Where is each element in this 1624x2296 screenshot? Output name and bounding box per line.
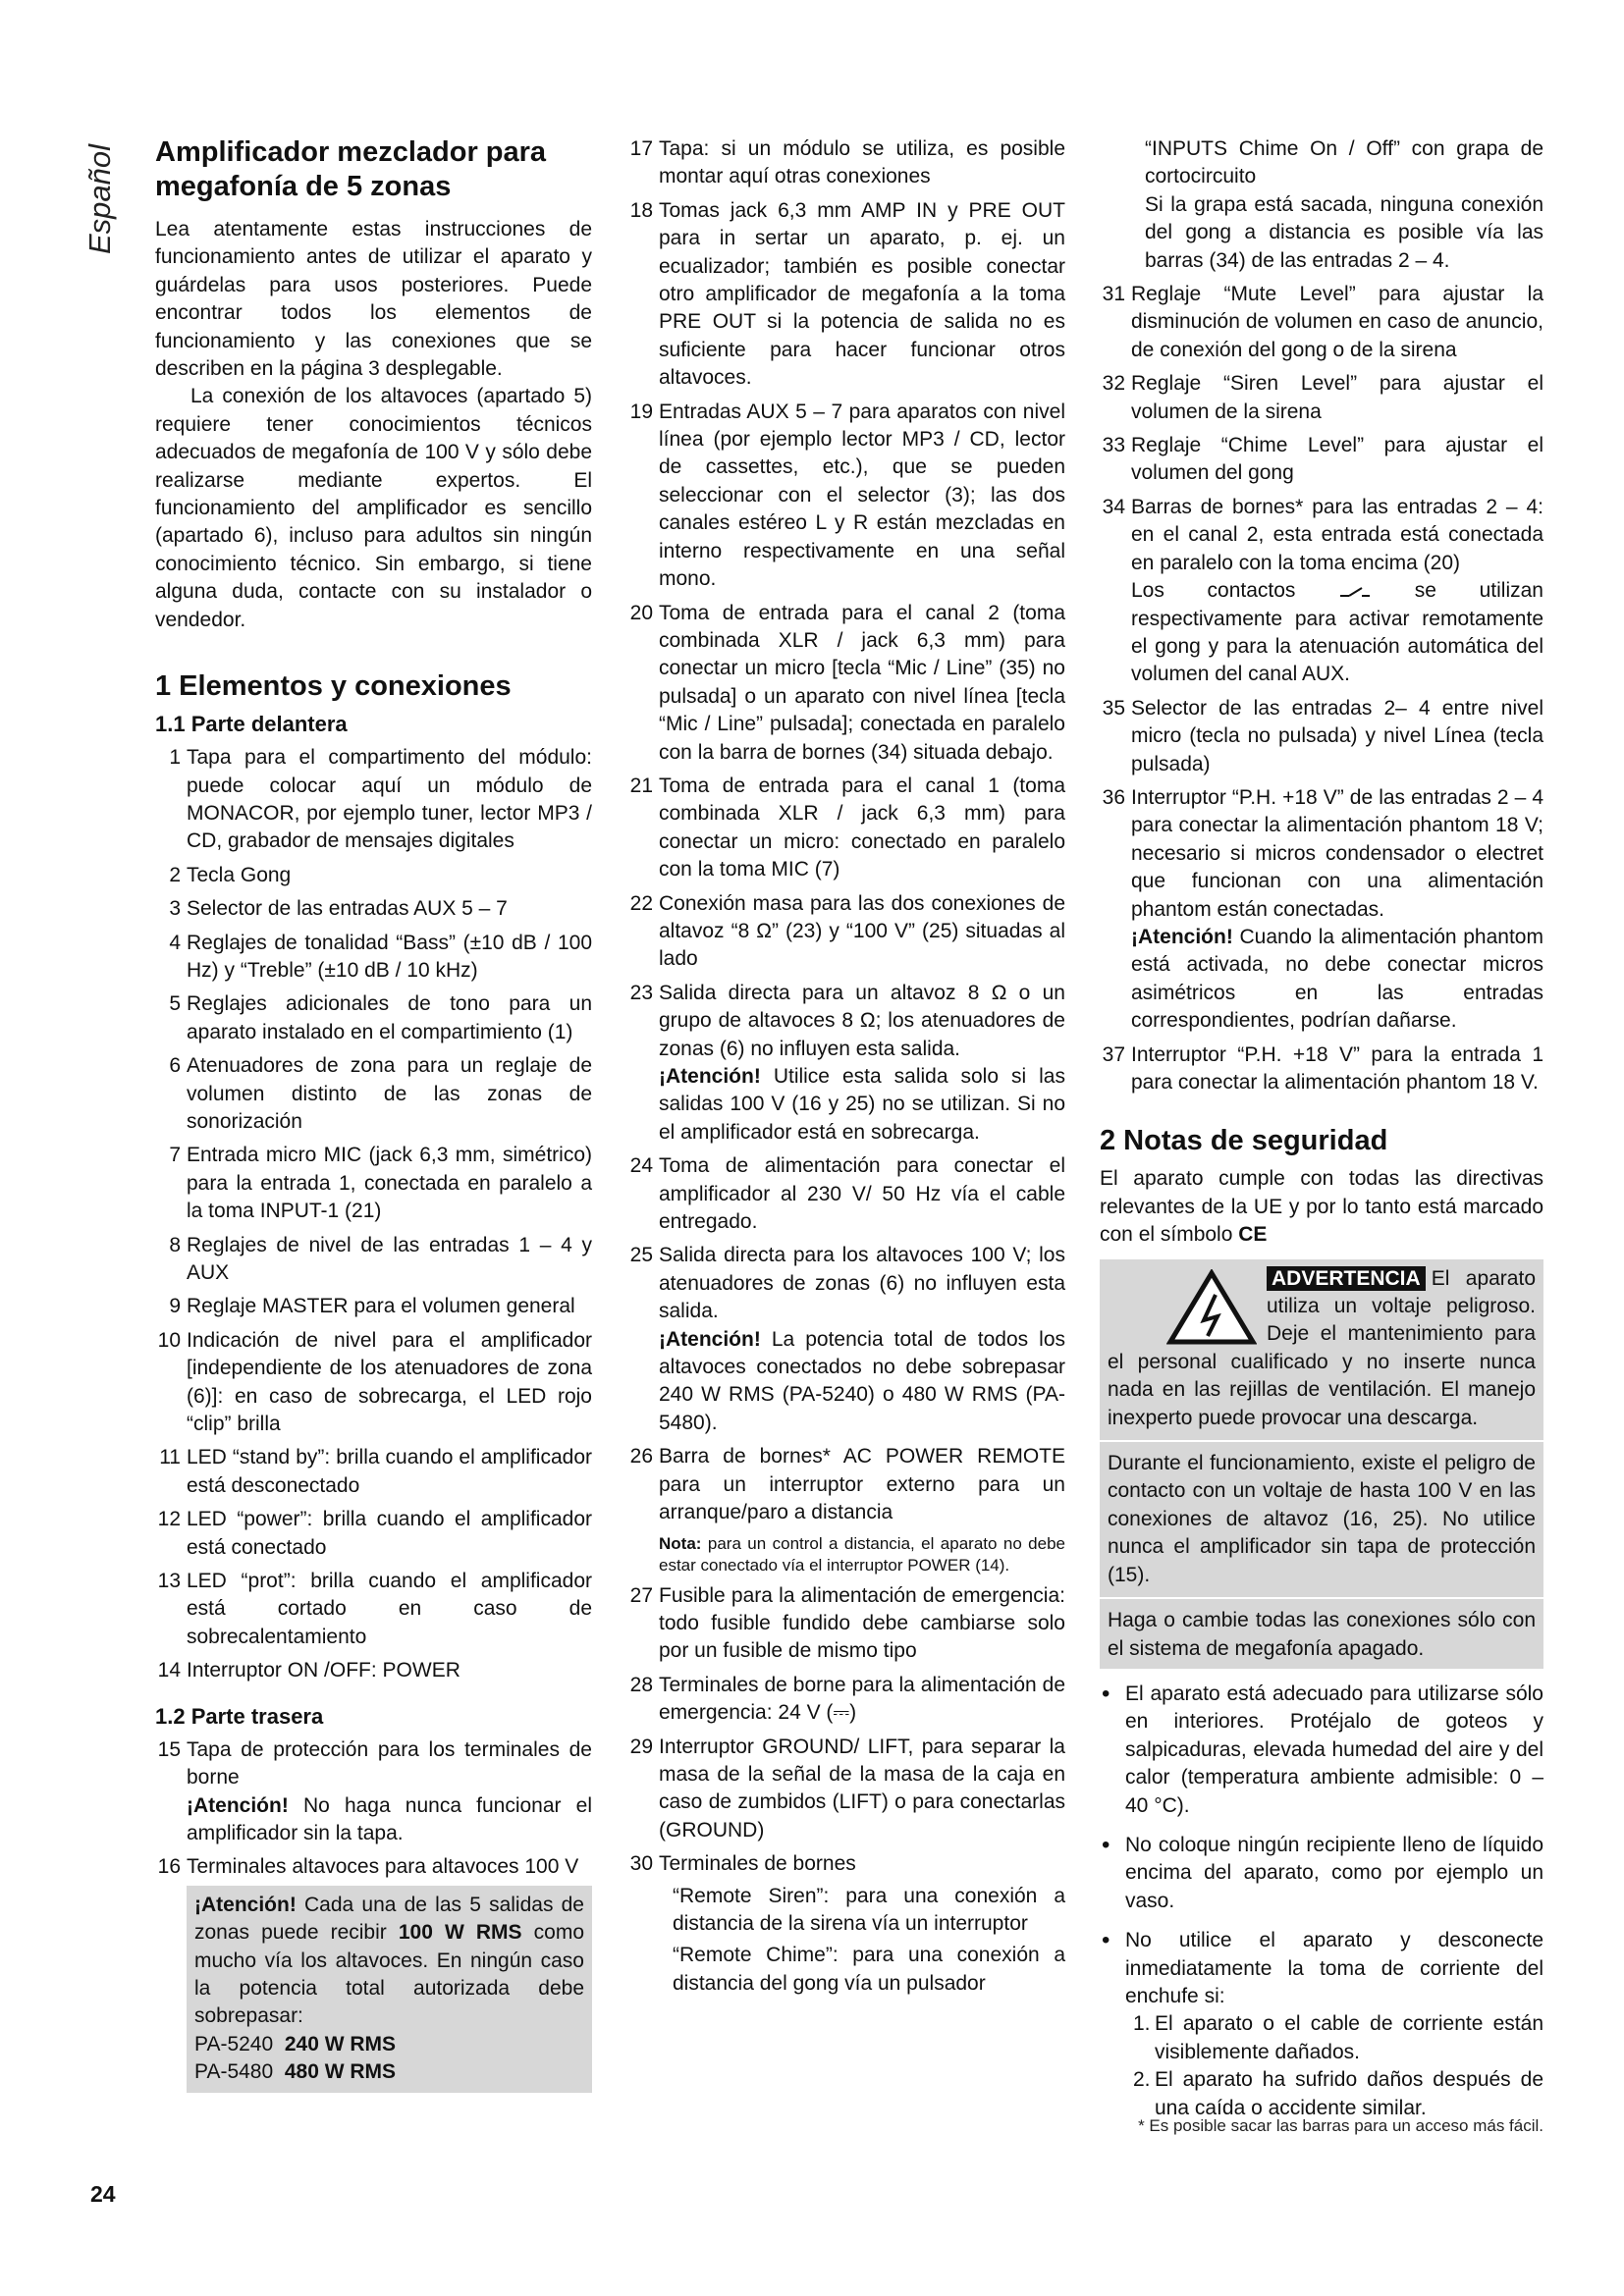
section-2-heading: 2 Notas de seguridad xyxy=(1100,1125,1388,1157)
contact-switch-icon xyxy=(1338,584,1372,600)
front-panel-heading: 1.1 Parte delantera xyxy=(155,712,348,737)
intro-paragraph-2: La conexión de los altavoces (apartado 5) requiere tener conocimientos técnicos adecuados de megafonía de 100 V y sólo debe realizarse mediante expertos. El funcionamiento del amplificador es sencillo (apartado 6), incluso para adultos sin ningún conocimiento técnico. Sin embargo, si tiene alguna duda, contacte con su instalador o vendedor. xyxy=(155,385,592,631)
list-item: 21 Toma de entrada para el canal 1 (toma combinada XLR / jack 6,3 mm) para conectar un micro: conectado en paralelo con la toma MIC (7) xyxy=(629,774,1065,881)
warning-label: ADVERTENCIA xyxy=(1267,1266,1426,1291)
list-item: 34 Barras de bornes* para las entradas 2 – 4: en el canal 2, esta entrada está conectada en paralelo con la toma encima (20) Los contactos se utilizan respectivamente para activar remotamente el gong y para la atenuación automática del volumen del canal AUX. xyxy=(1102,495,1543,686)
warning-box: ADVERTENCIA El aparato utiliza un voltaje peligroso. Deje el mantenimiento para el personal cualificado y no inserte nunca nada en las rejillas de ventilación. El manejo inexperto puede provocar una descarga. Durante el funcionamiento, existe el peligro de contacto con un voltaje de hasta 100 V en las conexiones de altavoz (16, 25). No utilice nunca el amplificador sin tapa de protección (15). Haga o cambie todas las conexiones sólo con el sistema de megafonía apagado. xyxy=(1100,1259,1543,1669)
list-item: 14 Interruptor ON /OFF: POWER xyxy=(157,1659,460,1682)
attention-label: ¡Atención! xyxy=(1131,925,1233,948)
language-tab: Español xyxy=(82,143,117,255)
list-item: 1 Tapa para el compartimento del módulo: puede colocar aquí un módulo de MONACOR, por ejemplo tuner, lector MP3 / CD, grabador de mensajes digitales xyxy=(169,746,592,853)
column-1 xyxy=(155,135,592,2099)
list-item: 3 Selector de las entradas AUX 5 – 7 xyxy=(169,897,508,921)
list-item: 33 Reglaje “Chime Level” para ajustar el volumen del gong xyxy=(1102,434,1543,485)
attention-label: ¡Atención! xyxy=(659,1065,761,1088)
attention-box: ¡Atención! Cada una de las 5 salidas de zonas puede recibir 100 W RMS como mucho vía los altavoces. En ningún caso la potencia total autorizada debe sobrepasar: PA-5240 240 W RMS PA-5480 480 W RMS xyxy=(187,1886,592,2093)
list-item: 12 LED “power”: brilla cuando el amplificador está conectado xyxy=(157,1508,592,1559)
list-item: 19 Entradas AUX 5 – 7 para aparatos con nivel línea (por ejemplo lector MP3 / CD, lector de cassettes, etc.), que se pueden seleccionar con el selector (3); las dos canales estéreo L y R están mezcladas en interno respectivamente en una señal mono. xyxy=(629,400,1065,591)
page-number: 24 xyxy=(90,2181,116,2207)
condition-item: 1. El aparato o el cable de corriente están visiblemente dañados. xyxy=(1133,2012,1543,2063)
list-item: 28 Terminales de borne para la alimentación de emergencia: 24 V (⎓) xyxy=(629,1673,1065,1725)
column-2 xyxy=(627,135,1065,2003)
list-item: 11 LED “stand by”: brilla cuando el amplificador está desconectado xyxy=(159,1446,592,1497)
list-item: 25 Salida directa para los altavoces 100 V; los atenuadores de zonas (6) no influyen esta salida. ¡Atención! La potencia total de todos los altavoces conectados no debe sobrepasar 240 W RMS (PA-5240) o 480 W RMS (PA-5480). xyxy=(629,1244,1065,1434)
list-item: 27 Fusible para la alimentación de emergencia: todo fusible fundido debe cambiarse solo por un fusible de mismo tipo xyxy=(629,1583,1065,1663)
condition-item: 2. El aparato ha sufrido daños después de una caída o accidente similar. xyxy=(1133,2068,1543,2119)
list-item: 9 Reglaje MASTER para el volumen general xyxy=(169,1295,575,1318)
safety-bullet: • No utilice el aparato y desconecte inmediatamente la toma de corriente del enchufe si: 1. El aparato o el cable de corriente están visiblemente dañados. 2. El aparato ha sufrido daños después de una caída o accidente similar. xyxy=(1100,1927,1543,2122)
list-item: 4 Reglajes de tonalidad “Bass” (±10 dB / 100 Hz) y “Treble” (±10 dB / 10 kHz) xyxy=(169,931,592,982)
list-item: 8 Reglajes de nivel de las entradas 1 – 4 y AUX xyxy=(169,1233,592,1284)
attention-label: ¡Atención! xyxy=(187,1793,289,1817)
list-item: 17 Tapa: si un módulo se utiliza, es posible montar aquí otras conexiones xyxy=(629,137,1065,188)
list-item: 5 Reglajes adicionales de tono para un aparato instalado en el compartimiento (1) xyxy=(169,992,592,1043)
footnote: * Es posible sacar las barras para un acceso más fácil. xyxy=(1138,2116,1543,2135)
list-item: 23 Salida directa para un altavoz 8 Ω o un grupo de altavoces 8 Ω; los atenuadores de zonas (6) no influyen esta salida. ¡Atención! Utilice esta salida solo si las salidas 100 V (16 y 25) no se utilizan. Si no el amplificador está en sobrecarga. xyxy=(629,981,1065,1144)
list-item: 37 Interruptor “P.H. +18 V” para la entrada 1 para conectar la alimentación phantom 18 V. xyxy=(1102,1042,1543,1094)
safety-intro: El aparato cumple con todas las directivas relevantes de la UE y por lo tanto está marcado con el símbolo CE xyxy=(1100,1167,1543,1247)
list-item: 26 Barra de bornes* AC POWER REMOTE para un interruptor externo para un arranque/paro a distancia Nota: para un control a distancia, el aparato no debe estar conectado vía el interruptor POWER (14). xyxy=(629,1445,1065,1575)
list-item: 24 Toma de alimentación para conectar el amplificador al 230 V/ 50 Hz vía el cable entregado. xyxy=(629,1154,1065,1234)
list-item: 29 Interruptor GROUND/ LIFT, para separar la masa de la señal de la masa de la caja en caso de zumbidos (LIFT) o para conectarlas (GROUND) xyxy=(629,1735,1065,1842)
safety-bullet: • No coloque ningún recipiente lleno de líquido encima del aparato, como por ejemplo un vaso. xyxy=(1102,1831,1543,1912)
warning-triangle-icon xyxy=(1166,1269,1257,1346)
remote-siren-desc: “Remote Siren”: para una conexión a distancia de la sirena vía un interruptor xyxy=(673,1884,1065,1935)
list-item: 16 Terminales altavoces para altavoces 100 V ¡Atención! Cada una de las 5 salidas de zonas puede recibir 100 W RMS como mucho vía los altavoces. En ningún caso la potencia total autorizada debe sobrepasar: PA-5240 240 W RMS PA-5480 480 W RMS xyxy=(155,1853,592,2092)
section-1-heading: 1 Elementos y conexiones xyxy=(155,670,512,703)
rear-panel-heading: 1.2 Parte trasera xyxy=(155,1703,324,1729)
attention-label: ¡Atención! xyxy=(659,1327,761,1351)
list-item: 31 Reglaje “Mute Level” para ajustar la disminución de volumen en caso de anuncio, de conexión del gong o de la sirena xyxy=(1102,283,1543,361)
list-item: 13 LED “prot”: brilla cuando el amplificador está cortado en caso de sobrecalentamiento xyxy=(157,1570,592,1648)
safety-bullet: • El aparato está adecuado para utilizarse sólo en interiores. Protéjalo de goteos y salpicaduras, elevada humedad del aire y del calor (temperatura ambiente admisible: 0 – 40 °C). xyxy=(1102,1680,1543,1817)
remote-chime-desc: “Remote Chime”: para una conexión a distancia del gong vía un pulsador xyxy=(673,1944,1065,1995)
list-item: 15 Tapa de protección para los terminales de borne ¡Atención! No haga nunca funcionar el amplificador sin la tapa. xyxy=(157,1737,592,1844)
item-30-continuation: “INPUTS Chime On / Off” con grapa de cortocircuito Si la grapa está sacada, ninguna conexión del gong a distancia es posible vía las barras (34) de las entradas 2 – 4. xyxy=(1145,137,1543,272)
list-item: 6 Atenuadores de zona para un reglaje de volumen distinto de las zonas de sonorización xyxy=(169,1054,592,1133)
list-item: 2 Tecla Gong xyxy=(169,863,292,886)
intro-paragraph-1: Lea atentamente estas instrucciones de funcionamiento antes de utilizar el aparato y guárdelas para usos posteriores. Puede encontrar todos los elementos de funcionamiento y las conexiones que se describen en la página 3 desplegable. xyxy=(155,218,592,381)
list-item: 22 Conexión masa para las dos conexiones de altavoz “8 Ω” (23) y “100 V” (25) situadas al lado xyxy=(629,891,1065,971)
column-3 xyxy=(1100,135,1543,2122)
ce-mark: CE xyxy=(1238,1223,1268,1247)
note-label: Nota: xyxy=(659,1533,702,1553)
model-row: PA-5240 240 W RMS xyxy=(194,2032,397,2056)
list-item: 20 Toma de entrada para el canal 2 (toma combinada XLR / jack 6,3 mm) para conectar un micro [tecla “Mic / Line” (35) no pulsada] o un aparato con nivel línea [tecla “Mic / Line” pulsada]; conectada en paralelo con la barra de bornes (34) situada debajo. xyxy=(629,601,1065,764)
list-item: 7 Entrada micro MIC (jack 6,3 mm, simétrico) para la entrada 1, conectada en paralelo a la toma INPUT-1 (21) xyxy=(169,1144,592,1223)
model-row: PA-5480 480 W RMS xyxy=(194,2060,397,2084)
list-item: 10 Indicación de nivel para el amplificador [independiente de los atenuadores de zona (6)]: en caso de sobrecarga, el LED rojo “clip” brilla xyxy=(157,1328,592,1436)
document-title: Amplificador mezclador para megafonía de 5 zonas xyxy=(155,136,547,202)
list-item: 32 Reglaje “Siren Level” para ajustar el volumen de la sirena xyxy=(1102,372,1543,423)
list-item: 30 Terminales de bornes “Remote Siren”: para una conexión a distancia de la sirena vía un interruptor “Remote Chime”: para una conexión a distancia del gong vía un pulsador xyxy=(627,1850,1065,1998)
list-item: 35 Selector de las entradas 2– 4 entre nivel micro (tecla no pulsada) y nivel Línea (tecla pulsada) xyxy=(1102,696,1543,775)
list-item: 18 Tomas jack 6,3 mm AMP IN y PRE OUT para in sertar un aparato, p. ej. un ecualizador; también es posible conectar otro amplificador de megafonía a la toma PRE OUT si la potencia de salida no es suficiente para hacer funcionar otros altavoces. xyxy=(629,198,1065,390)
list-item: 36 Interruptor “P.H. +18 V” de las entradas 2 – 4 para conectar la alimentación phantom 18 V; necesario si micros condensador o electret que funcionan con una alimentación phantom están conectadas. ¡Atención! Cuando la alimentación phantom está activada, no debe conectar micros asimétricos en las entradas correspondientes, podrían dañarse. xyxy=(1102,785,1543,1033)
